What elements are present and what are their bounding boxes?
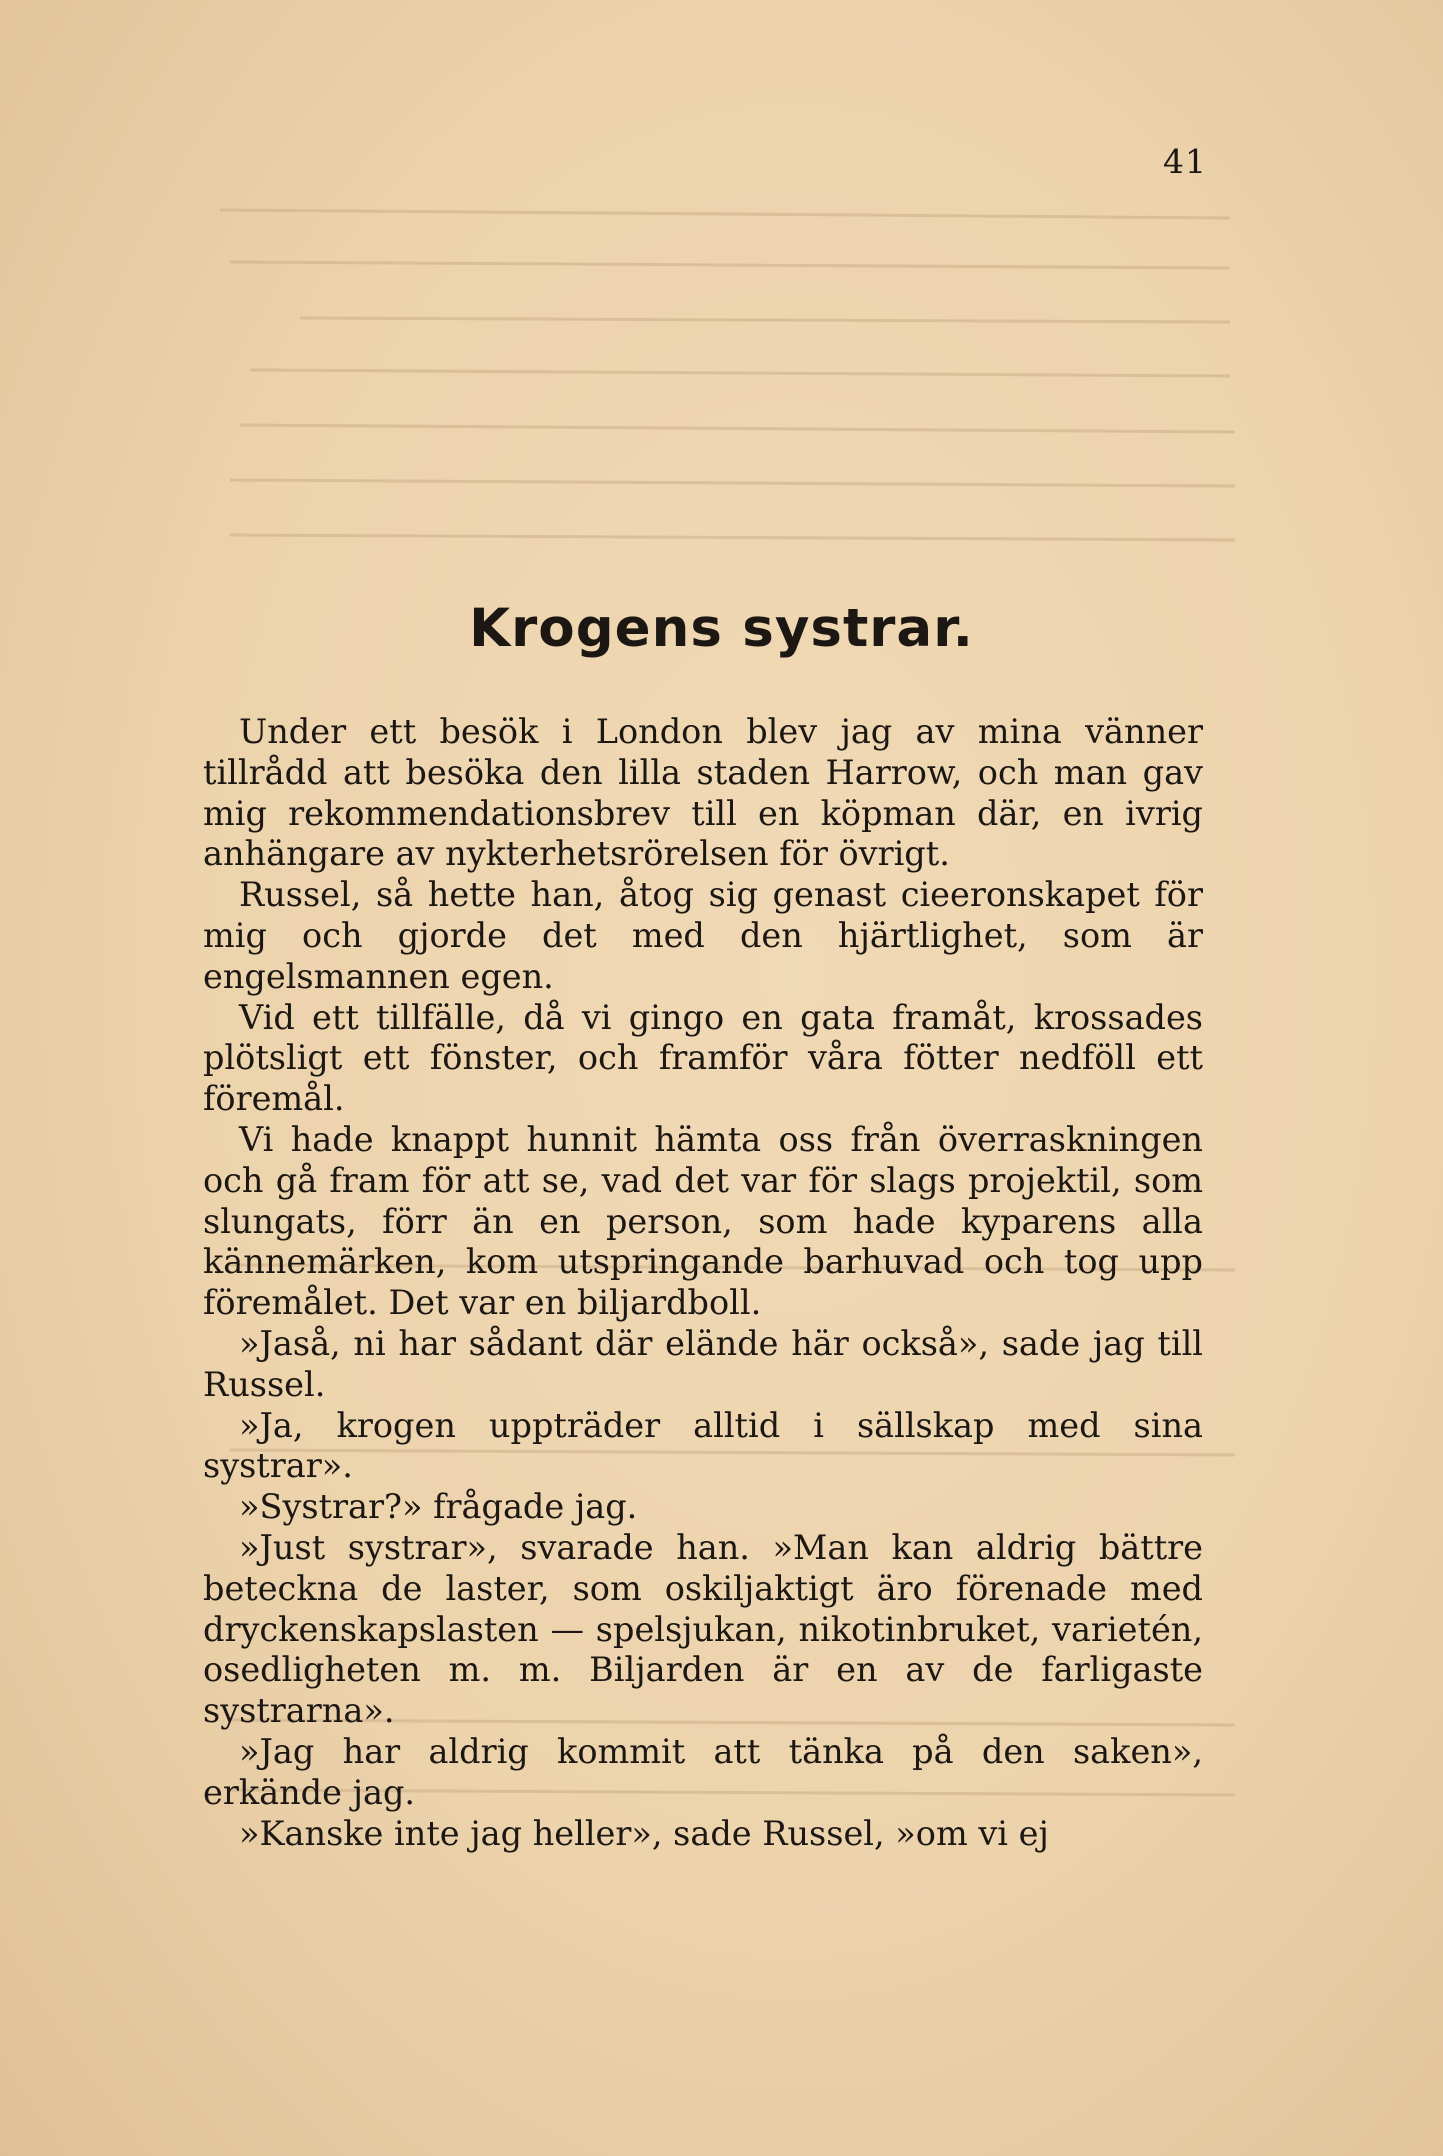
paragraph: »Systrar?» frågade jag. [239, 1487, 638, 1527]
bleed-line [230, 262, 1230, 268]
paragraph: »Kanske inte jag heller», sade Russel, »om vi ej [239, 1813, 1049, 1853]
bleed-line [230, 480, 1235, 486]
bleed-line [300, 318, 1230, 322]
paragraph: Vid ett tillfälle, då vi gingo en gata framåt, krossades plötsligt ett fönster, och framför våra fötter nedföll ett föremål. [203, 997, 1203, 1119]
bleed-line [220, 210, 1230, 218]
body-text [203, 712, 1203, 1854]
paragraph: »Just systrar», svarade han. »Man kan aldrig bättre beteckna de laster, som oskiljaktigt äro förenade med dryckenskapslasten — spelsjukan, nikotinbruket, varietén, osedligheten m. m. Biljarden är en av de farligaste systrarna». [203, 1527, 1203, 1731]
paragraph: Under ett besök i London blev jag av mina vänner tillrådd att besöka den lilla staden Harrow, och man gav mig rekommendationsbrev till en köpman där, en ivrig anhängare av nykterhetsrörelsen för övrigt. [203, 712, 1203, 874]
paragraph: »Ja, krogen uppträder alltid i sällskap med sina systrar». [203, 1405, 1203, 1486]
paragraph: »Jag har aldrig kommit att tänka på den saken», erkände jag. [203, 1731, 1203, 1812]
bleed-line [230, 535, 1235, 540]
paragraph: »Jaså, ni har sådant där elände här också», sade jag till Russel. [203, 1323, 1203, 1404]
bleed-line [250, 370, 1230, 376]
paragraph: Vi hade knappt hunnit hämta oss från överraskningen och gå fram för att se, vad det var för slags projektil, som slungats, förr än en person, som hade kyparens alla kännemärken, kom utspringande barhuvad och tog upp föremålet. Det var en biljardboll. [203, 1119, 1203, 1323]
page-number: 41 [1163, 142, 1207, 181]
bleed-line [240, 425, 1235, 432]
paragraph: Russel, så hette han, åtog sig genast cieeronskapet för mig och gjorde det med den hjärtlighet, som är engelsmannen egen. [203, 875, 1203, 996]
chapter-title: Krogens systrar. [469, 598, 974, 659]
